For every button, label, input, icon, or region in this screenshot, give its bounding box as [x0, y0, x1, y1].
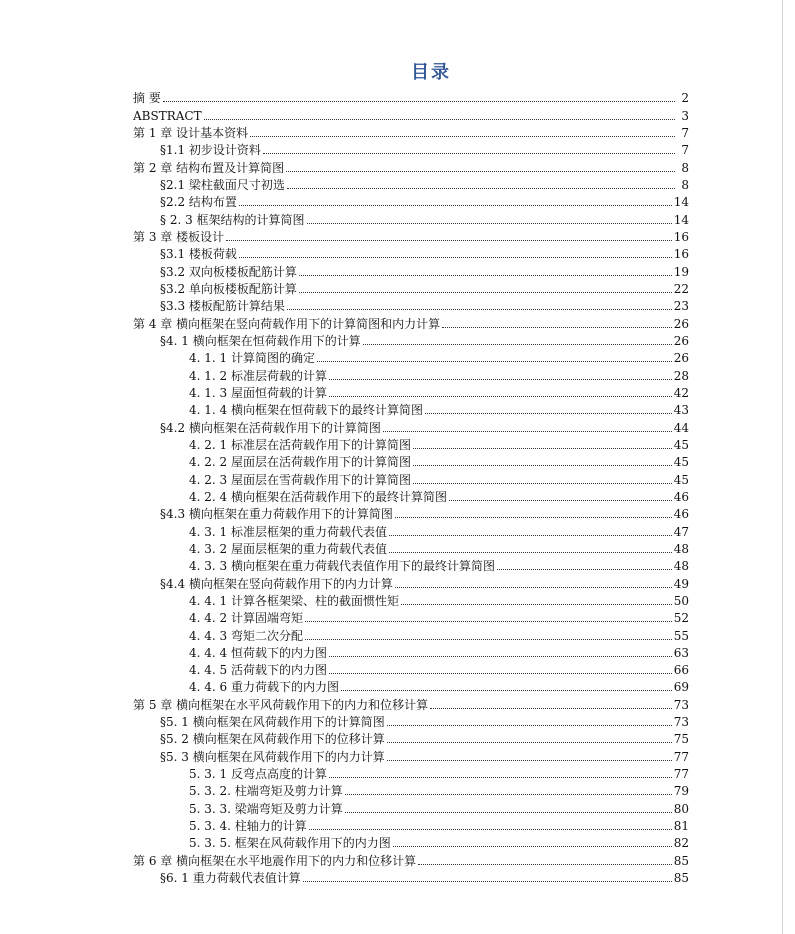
toc-entry[interactable] — [133, 712, 689, 729]
dot-leader — [239, 205, 672, 206]
toc-entry-page-number: 45 — [673, 472, 689, 487]
toc-entry-label: §4. 1 横向框架在恒荷载作用下的计算 — [160, 333, 361, 348]
toc-entry[interactable] — [133, 660, 689, 677]
toc-entry[interactable] — [133, 816, 689, 833]
toc-entry-page-number: 16 — [673, 229, 689, 244]
toc-entry-page-number: 52 — [673, 611, 689, 626]
dot-leader — [401, 604, 672, 605]
toc-entry[interactable] — [133, 383, 689, 400]
toc-entry[interactable] — [133, 539, 689, 556]
dot-leader — [299, 275, 672, 276]
toc-entry[interactable] — [133, 209, 689, 226]
dot-leader — [329, 673, 672, 674]
toc-entry-page-number: 49 — [673, 576, 689, 591]
toc-entry-label: 4. 4. 5 活荷载下的内力图 — [189, 663, 327, 678]
toc-entry-page-number: 47 — [673, 524, 689, 539]
dot-leader — [250, 136, 675, 137]
toc-entry-label: §3.1 楼板荷载 — [160, 247, 237, 262]
toc-entry[interactable] — [133, 868, 689, 885]
dot-leader — [497, 569, 672, 570]
toc-entry-label: 4. 2. 3 屋面层在雪荷载作用下的计算简图 — [189, 472, 411, 487]
toc-entry[interactable] — [133, 608, 689, 625]
dot-leader — [299, 292, 672, 293]
dot-leader — [425, 413, 672, 414]
toc-entry-label: 第 3 章 楼板设计 — [133, 229, 225, 244]
dot-leader — [413, 483, 672, 484]
toc-entry-page-number: 77 — [673, 767, 689, 782]
toc-entry-label: 4. 2. 4 横向框架在活荷载作用下的最终计算简图 — [189, 489, 447, 504]
toc-entry-label: 4. 3. 3 横向框架在重力荷载代表值作用下的最终计算简图 — [189, 559, 495, 574]
toc-entry[interactable] — [133, 556, 689, 573]
dot-leader — [163, 101, 675, 102]
toc-entry[interactable] — [133, 365, 689, 382]
dot-leader — [393, 846, 672, 847]
toc-entry-page-number: 19 — [673, 264, 689, 279]
toc-entry-label: 第 2 章 结构布置及计算简图 — [133, 160, 285, 175]
toc-entry-label: 4. 4. 2 计算固端弯矩 — [189, 611, 303, 626]
toc-entry-page-number: 46 — [673, 507, 689, 522]
dot-leader — [389, 552, 672, 553]
toc-entry-label: 4. 1. 3 屋面恒荷载的计算 — [189, 385, 327, 400]
dot-leader — [345, 794, 672, 795]
dot-leader — [287, 188, 675, 189]
toc-entry[interactable] — [133, 643, 689, 660]
toc-entry-label: §4.2 横向框架在活荷载作用下的计算简图 — [160, 420, 381, 435]
dot-leader — [286, 171, 675, 172]
toc-entry[interactable] — [133, 417, 689, 434]
toc-entry[interactable] — [133, 192, 689, 209]
toc-entry-label: 5. 3. 4. 柱轴力的计算 — [189, 819, 307, 834]
toc-entry-page-number: 16 — [673, 247, 689, 262]
dot-leader — [442, 327, 672, 328]
toc-entry-label: 4. 1. 4 横向框架在恒荷载下的最终计算简图 — [189, 403, 423, 418]
toc-entry-page-number: 43 — [673, 403, 689, 418]
dot-leader — [395, 587, 672, 588]
toc-entry-page-number: 48 — [673, 541, 689, 556]
toc-entry-page-number: 81 — [673, 819, 689, 834]
toc-entry-label: §2.1 梁柱截面尺寸初选 — [160, 177, 285, 192]
toc-entry-label: §3.2 双向板楼板配筋计算 — [160, 264, 297, 279]
toc-entry[interactable] — [133, 400, 689, 417]
toc-entry[interactable] — [133, 123, 689, 140]
toc-entry-label: 5. 3. 5. 框架在风荷载作用下的内力图 — [189, 836, 391, 851]
dot-leader — [263, 153, 675, 154]
toc-entry-label: 4. 3. 2 屋面层框架的重力荷载代表值 — [189, 541, 387, 556]
dot-leader — [345, 812, 672, 813]
toc-entry[interactable] — [133, 591, 689, 608]
toc-entry[interactable] — [133, 331, 689, 348]
toc-entry-page-number: 45 — [673, 455, 689, 470]
toc-entry-label: 5. 3. 2. 柱端弯矩及剪力计算 — [189, 784, 343, 799]
toc-entry-page-number: 2 — [681, 91, 689, 106]
toc-entry-page-number: 63 — [673, 645, 689, 660]
toc-entry-page-number: 82 — [673, 836, 689, 851]
toc-entry-label: §3.3 楼板配筋计算结果 — [160, 299, 285, 314]
toc-entry-page-number: 22 — [673, 281, 689, 296]
toc-entry[interactable] — [133, 850, 689, 867]
toc-entry-label: 5. 3. 1 反弯点高度的计算 — [189, 767, 327, 782]
toc-entry[interactable] — [133, 833, 689, 850]
toc-entry-label: 4. 4. 6 重力荷载下的内力图 — [189, 680, 339, 695]
dot-leader — [387, 725, 672, 726]
toc-entry-label: 4. 2. 1 标准层在活荷载作用下的计算简图 — [189, 437, 411, 452]
dot-leader — [329, 379, 672, 380]
toc-entry-label: §4.4 横向框架在竖向荷载作用下的内力计算 — [160, 576, 393, 591]
toc-entry-label: § 2. 3 框架结构的计算简图 — [160, 212, 305, 227]
toc-entry-label: 4. 4. 4 恒荷载下的内力图 — [189, 645, 327, 660]
toc-entry[interactable] — [133, 348, 689, 365]
page-title: 目录 — [411, 62, 451, 83]
toc-entry-label: 4. 3. 1 标准层框架的重力荷载代表值 — [189, 524, 387, 539]
toc-entry[interactable] — [133, 140, 689, 157]
toc-entry[interactable] — [133, 573, 689, 590]
toc-entry-label: 4. 4. 3 弯矩二次分配 — [189, 628, 303, 643]
toc-entry[interactable] — [133, 781, 689, 798]
toc-entry[interactable] — [133, 521, 689, 538]
toc-entry-page-number: 73 — [673, 697, 689, 712]
toc-entry-label: §5. 2 横向框架在风荷载作用下的位移计算 — [160, 732, 385, 747]
toc-entry[interactable] — [133, 105, 689, 122]
dot-leader — [307, 223, 672, 224]
dot-leader — [449, 500, 672, 501]
toc-entry-label: §2.2 结构布置 — [160, 195, 237, 210]
toc-entry-page-number: 23 — [673, 299, 689, 314]
toc-entry-page-number: 45 — [673, 437, 689, 452]
dot-leader — [287, 309, 672, 310]
toc-entry-page-number: 55 — [673, 628, 689, 643]
dot-leader — [329, 777, 672, 778]
toc-entry[interactable] — [133, 694, 689, 711]
toc-entry[interactable] — [133, 435, 689, 452]
toc-entry-page-number: 73 — [673, 715, 689, 730]
toc-entry-page-number: 80 — [673, 801, 689, 816]
toc-entry-label: §6. 1 重力荷载代表值计算 — [160, 871, 301, 886]
toc-entry-label: 第 1 章 设计基本资料 — [133, 125, 249, 140]
toc-entry[interactable] — [133, 313, 689, 330]
toc-entry-page-number: 75 — [673, 732, 689, 747]
toc-entry[interactable] — [133, 764, 689, 781]
toc-entry-page-number: 8 — [681, 177, 689, 192]
dot-leader — [413, 448, 672, 449]
toc-entry-page-number: 26 — [673, 316, 689, 331]
dot-leader — [389, 535, 672, 536]
dot-leader — [418, 864, 672, 865]
dot-leader — [317, 361, 672, 362]
dot-leader — [387, 760, 672, 761]
toc-entry-label: ABSTRACT — [133, 108, 202, 123]
toc-entry-label: 第 6 章 横向框架在水平地震作用下的内力和位移计算 — [133, 853, 417, 868]
toc-entry-label: §3.2 单向板楼板配筋计算 — [160, 281, 297, 296]
dot-leader — [305, 621, 672, 622]
toc-entry-page-number: 46 — [673, 489, 689, 504]
toc-entry-page-number: 85 — [673, 853, 689, 868]
dot-leader — [430, 708, 672, 709]
toc-entry[interactable] — [133, 487, 689, 504]
toc-entry-label: 第 4 章 横向框架在竖向荷载作用下的计算简图和内力计算 — [133, 316, 441, 331]
dot-leader — [305, 639, 672, 640]
toc-entry[interactable] — [133, 244, 689, 261]
dot-leader — [395, 517, 672, 518]
toc-entry[interactable] — [133, 798, 689, 815]
toc-entry-label: §1.1 初步设计资料 — [160, 143, 261, 158]
toc-entry[interactable] — [133, 677, 689, 694]
toc-entry-page-number: 69 — [673, 680, 689, 695]
dot-leader — [363, 344, 672, 345]
toc-entry-page-number: 7 — [681, 125, 689, 140]
dot-leader — [383, 431, 672, 432]
dot-leader — [387, 742, 672, 743]
toc-entry[interactable] — [133, 175, 689, 192]
toc-entry[interactable] — [133, 227, 689, 244]
toc-entry-page-number: 3 — [681, 108, 689, 123]
dot-leader — [341, 690, 672, 691]
toc-entry-page-number: 48 — [673, 559, 689, 574]
toc-entry-label: 5. 3. 3. 梁端弯矩及剪力计算 — [189, 801, 343, 816]
dot-leader — [239, 257, 672, 258]
toc-entry-page-number: 50 — [673, 593, 689, 608]
toc-entry-page-number: 8 — [681, 160, 689, 175]
table-of-contents — [133, 88, 689, 885]
dot-leader — [413, 465, 672, 466]
toc-entry-label: 4. 4. 1 计算各框架梁、柱的截面惯性矩 — [189, 593, 399, 608]
toc-entry[interactable] — [133, 279, 689, 296]
toc-entry[interactable] — [133, 729, 689, 746]
dot-leader — [226, 240, 672, 241]
toc-entry-page-number: 28 — [673, 368, 689, 383]
toc-entry-label: 4. 1. 1 计算简图的确定 — [189, 351, 315, 366]
dot-leader — [329, 656, 672, 657]
dot-leader — [309, 829, 672, 830]
dot-leader — [329, 396, 672, 397]
page-edge-divider — [782, 0, 783, 934]
toc-entry-label: 第 5 章 横向框架在水平风荷载作用下的内力和位移计算 — [133, 697, 429, 712]
toc-entry-page-number: 7 — [681, 143, 689, 158]
toc-entry[interactable] — [133, 261, 689, 278]
toc-entry-page-number: 26 — [673, 351, 689, 366]
toc-entry[interactable] — [133, 452, 689, 469]
toc-entry-label: §4.3 横向框架在重力荷载作用下的计算简图 — [160, 507, 393, 522]
toc-entry-page-number: 14 — [673, 195, 689, 210]
toc-entry-label: 摘 要 — [133, 91, 161, 106]
toc-entry[interactable] — [133, 625, 689, 642]
toc-entry-page-number: 44 — [673, 420, 689, 435]
toc-entry[interactable] — [133, 296, 689, 313]
toc-entry-page-number: 26 — [673, 333, 689, 348]
toc-entry-label: 4. 2. 2 屋面层在活荷载作用下的计算简图 — [189, 455, 411, 470]
toc-entry-page-number: 14 — [673, 212, 689, 227]
toc-entry-page-number: 79 — [673, 784, 689, 799]
toc-entry-page-number: 85 — [673, 871, 689, 886]
toc-entry-label: 4. 1. 2 标准层荷载的计算 — [189, 368, 327, 383]
toc-entry[interactable] — [133, 88, 689, 105]
toc-entry[interactable] — [133, 504, 689, 521]
toc-entry-label: §5. 3 横向框架在风荷载作用下的内力计算 — [160, 749, 385, 764]
toc-entry[interactable] — [133, 469, 689, 486]
toc-entry[interactable] — [133, 157, 689, 174]
toc-entry-page-number: 77 — [673, 749, 689, 764]
toc-entry-label: §5. 1 横向框架在风荷载作用下的计算简图 — [160, 715, 385, 730]
dot-leader — [204, 119, 675, 120]
toc-entry-page-number: 42 — [673, 385, 689, 400]
toc-entry-page-number: 66 — [673, 663, 689, 678]
toc-entry[interactable] — [133, 746, 689, 763]
dot-leader — [303, 881, 672, 882]
